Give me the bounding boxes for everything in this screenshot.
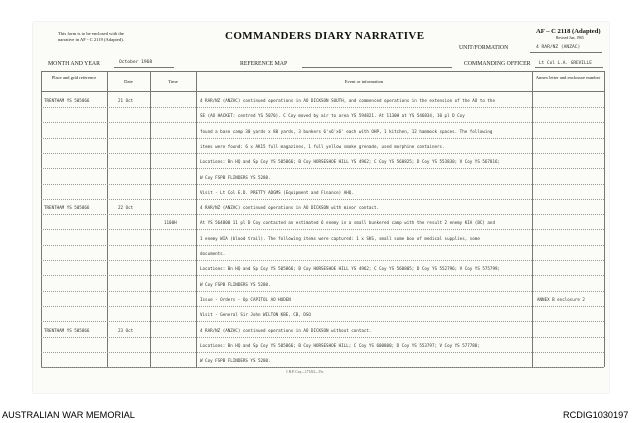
entry-date: 22 Oct <box>118 205 134 211</box>
footer-archive: AUSTRALIAN WAR MEMORIAL <box>2 410 135 420</box>
entry-place: TRENTHAM YS 505866 <box>44 205 90 211</box>
entry-event: 1 enemy WIA (blood trail). The following items were captured: 1 x SKS, small some box of medical supplies, some <box>200 235 480 241</box>
row-rule <box>41 275 604 276</box>
column-divider-place <box>107 71 108 367</box>
row-rule <box>41 245 604 246</box>
column-header-annex: Annex letter and enclosure number <box>535 75 601 80</box>
form-revised: Revised Jun, 1965 <box>556 36 584 40</box>
row-rule <box>41 214 604 215</box>
row-rule <box>41 122 604 123</box>
row-rule <box>41 337 604 338</box>
form-number: AF – C 2118 (Adapted) <box>536 28 601 35</box>
entry-event: Locations: Bn HQ and Sp Coy YS 505866; B Coy HORSESHOE HILL YS 4962; C Coy YS 568825; D Coy YS 553830; V Coy YS 567816; <box>200 159 501 165</box>
table-header-border <box>41 91 604 92</box>
row-rule <box>41 260 604 261</box>
month-label: MONTH AND YEAR <box>48 61 100 67</box>
entry-event: W Coy FSPB FLINDERS YS 5280. <box>200 174 271 180</box>
table-left-border <box>41 71 42 367</box>
column-header-date: Date <box>124 79 133 84</box>
unit-value: 4 RAR/NZ (ANZAC) <box>536 45 581 50</box>
column-header-time: Time <box>168 79 178 84</box>
commanding-officer-label: COMMANDING OFFICER <box>464 61 531 67</box>
entry-event: Issue - Orders - Op CAPITOL AO HUDEN <box>200 296 291 302</box>
column-header-place: Place and grid reference <box>51 75 97 80</box>
table-top-border <box>41 71 604 72</box>
entry-event: 4 RAR/NZ (ANZAC) continued operations in AO DICKSON with minor contact. <box>200 205 379 211</box>
entry-date: 21 Oct <box>118 98 134 103</box>
row-rule <box>41 306 604 307</box>
entry-event: W Coy FSPB FLINDERS YS 5280. <box>200 281 271 287</box>
row-rule <box>41 153 604 154</box>
commanding-officer-underline <box>535 67 603 68</box>
entry-event: Visit - General Sir John WILTON KBE, CB, DSO <box>200 312 311 318</box>
form-note-line2: narrative in AF - C 2119 (Adapted). <box>58 37 124 42</box>
entry-event: SE (AO HACKET: centred YS 5070). C Coy moved by air to area YS 594821. At 1130H at YS 546834, 10 pl D Coy <box>200 113 465 119</box>
entry-event: 4 RAR/NZ (ANZAC) continued operations in AO DICKSON without contact. <box>200 327 372 333</box>
form-note-line1: This form is to be enclosed with the <box>58 31 124 36</box>
entry-event: 4 RAR/NZ (ANZAC) continued operations in AO DICKSON SOUTH, and commenced operations in the extension of the AO to the <box>200 98 495 103</box>
column-divider-date <box>150 71 151 367</box>
row-rule <box>41 367 604 368</box>
page-title: COMMANDERS DIARY NARRATIVE <box>225 30 425 42</box>
unit-underline <box>530 52 602 53</box>
entry-event: items were found: 6 x AK15 full magazines, 1 full yellow smoke grenade, used morphine containers. <box>200 143 445 149</box>
entry-place: TRENTHAM YS 505866 <box>44 327 90 333</box>
unit-label: UNIT/FORMATION <box>459 45 509 51</box>
row-rule <box>41 138 604 139</box>
row-rule <box>41 352 604 353</box>
row-rule <box>41 321 604 322</box>
row-rule <box>41 229 604 230</box>
entry-time: 1100H <box>164 220 177 226</box>
table-right-border <box>604 71 605 367</box>
row-rule <box>41 291 604 292</box>
entry-event: Locations: Bn HQ and Sp Coy YS 505866; B Coy HORSESHOE HILL; C Coy YS 600800; D Coy YS 553797; V Coy YS 577788; <box>200 342 480 348</box>
column-divider-time <box>196 71 197 367</box>
entry-event: Visit - Lt Col E.D. PRETTY ADGMS (Equipment and Finance) AHQ. <box>200 189 354 195</box>
row-rule <box>41 184 604 185</box>
entry-event: W Coy FSPB FLINDERS YS 5280. <box>200 358 271 364</box>
month-value: October 1968 <box>119 60 153 65</box>
reference-map-underline <box>302 67 452 68</box>
commanding-officer-value: Lt Col L.A. GREVILLE <box>539 61 592 66</box>
column-header-event: Event or information <box>344 79 384 84</box>
entry-event: documents. <box>200 251 226 256</box>
entry-annex: ANNEX B enclosure 2 <box>537 296 585 302</box>
column-divider-event <box>532 71 533 367</box>
row-rule <box>41 199 604 200</box>
row-rule <box>41 107 604 108</box>
entry-event: Locations: Bn HQ and Sp Coy YS 505866; B Coy HORSESHOE HILL YS 4962; C Coy YS 560805; D Coy YS 552796; V Coy YS 575799; <box>200 266 501 272</box>
entry-event: At YS 564800 11 pl D Coy contacted an estimated 6 enemy in a small bunkered camp with the result 2 enemy KIA (BC) and <box>200 220 495 226</box>
reference-map-label: REFERENCE MAP <box>240 61 288 67</box>
entry-place: TRENTHAM YS 505866 <box>44 98 90 103</box>
row-rule <box>41 168 604 169</box>
month-underline <box>114 67 174 68</box>
entry-date: 23 Oct <box>118 327 134 333</box>
print-reference: 1 R.P. Coy—171/63—Vic <box>286 370 324 374</box>
entry-event: found a base camp 30 yards x 80 yards, 3 bunkers 6'x6'x6' each with OHP, 1 kitchen, 12 hammock spaces. The following <box>200 128 493 134</box>
footer-id: RCDIG1030197 <box>563 410 629 420</box>
